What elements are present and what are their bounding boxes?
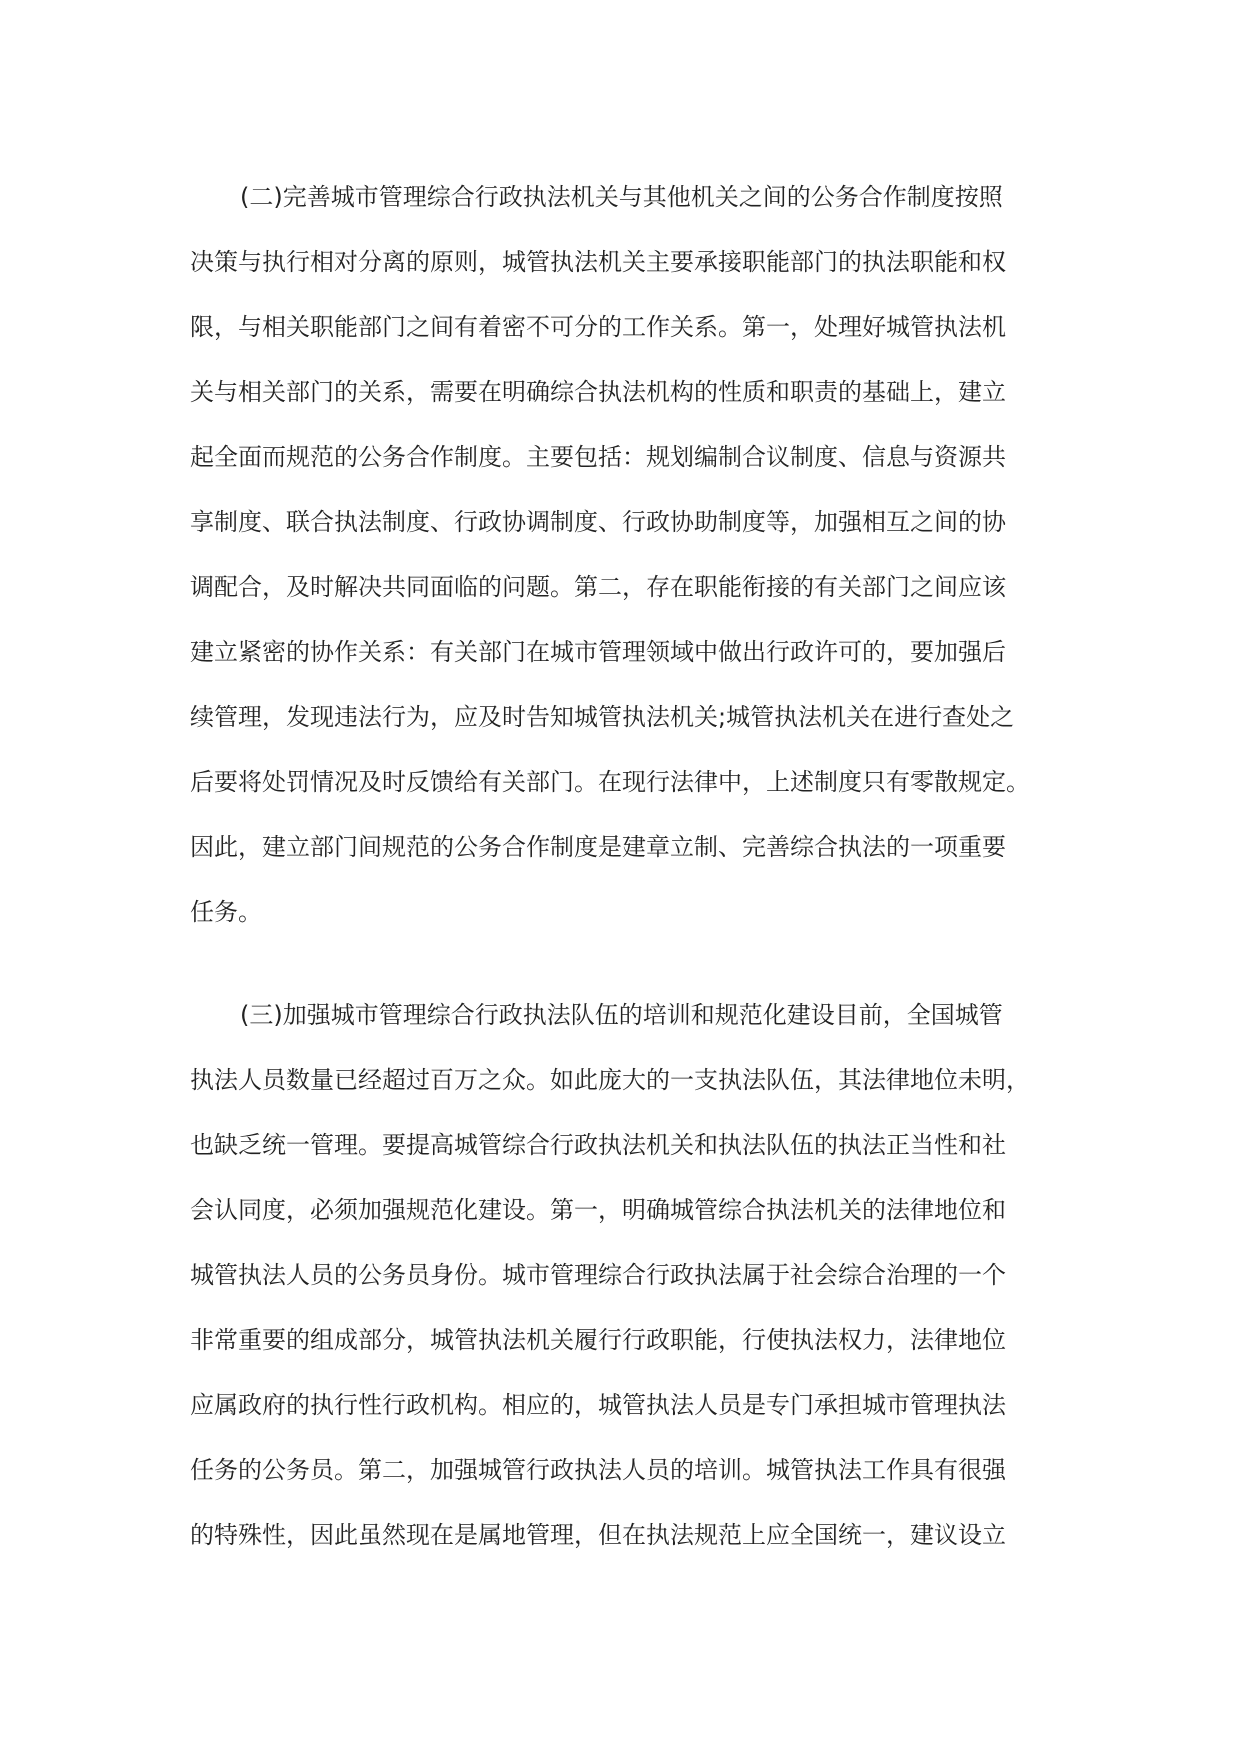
paragraph-line: 因此，建立部门间规范的公务合作制度是建章立制、完善综合执法的一项重要 xyxy=(190,833,1006,861)
paragraph-line: 任务。 xyxy=(190,898,262,926)
paragraph-line: 享制度、联合执法制度、行政协调制度、行政协助制度等，加强相互之间的协 xyxy=(190,508,1006,536)
paragraph-line: 会认同度，必须加强规范化建设。第一，明确城管综合执法机关的法律地位和 xyxy=(190,1196,1006,1224)
paragraph-public-cooperation xyxy=(190,176,1060,956)
paragraph-line: 调配合，及时解决共同面临的问题。第二，存在职能衔接的有关部门之间应该 xyxy=(190,573,1006,601)
paragraph-line: 应属政府的执行性行政机构。相应的，城管执法人员是专门承担城市管理执法 xyxy=(190,1391,1006,1419)
paragraph-line: 限，与相关职能部门之间有着密不可分的工作关系。第一，处理好城管执法机 xyxy=(190,313,1006,341)
paragraph-line: (三)加强城市管理综合行政执法队伍的培训和规范化建设目前，全国城管 xyxy=(240,1001,1003,1029)
paragraph-line: 起全面而规范的公务合作制度。主要包括：规划编制合议制度、信息与资源共 xyxy=(190,443,1006,471)
paragraph-line: 续管理，发现违法行为，应及时告知城管执法机关;城管执法机关在进行查处之 xyxy=(190,703,1015,731)
paragraph-line: 关与相关部门的关系，需要在明确综合执法机构的性质和职责的基础上，建立 xyxy=(190,378,1006,406)
paragraph-line: (二)完善城市管理综合行政执法机关与其他机关之间的公务合作制度按照 xyxy=(240,183,1003,211)
paragraph-line: 决策与执行相对分离的原则，城管执法机关主要承接职能部门的执法职能和权 xyxy=(190,248,1006,276)
paragraph-line: 建立紧密的协作关系：有关部门在城市管理领域中做出行政许可的，要加强后 xyxy=(190,638,1006,666)
paragraph-line: 后要将处罚情况及时反馈给有关部门。在现行法律中，上述制度只有零散规定。 xyxy=(190,768,1030,796)
paragraph-line: 城管执法人员的公务员身份。城市管理综合行政执法属于社会综合治理的一个 xyxy=(190,1261,1006,1289)
paragraph-team-training xyxy=(190,994,1060,1579)
paragraph-line: 也缺乏统一管理。要提高城管综合行政执法机关和执法队伍的执法正当性和社 xyxy=(190,1131,1006,1159)
paragraph-line: 任务的公务员。第二，加强城管行政执法人员的培训。城管执法工作具有很强 xyxy=(190,1456,1006,1484)
paragraph-line: 执法人员数量已经超过百万之众。如此庞大的一支执法队伍，其法律地位未明， xyxy=(190,1066,1030,1094)
paragraph-line: 的特殊性，因此虽然现在是属地管理，但在执法规范上应全国统一，建议设立 xyxy=(190,1521,1006,1549)
paragraph-line: 非常重要的组成部分，城管执法机关履行行政职能，行使执法权力，法律地位 xyxy=(190,1326,1006,1354)
